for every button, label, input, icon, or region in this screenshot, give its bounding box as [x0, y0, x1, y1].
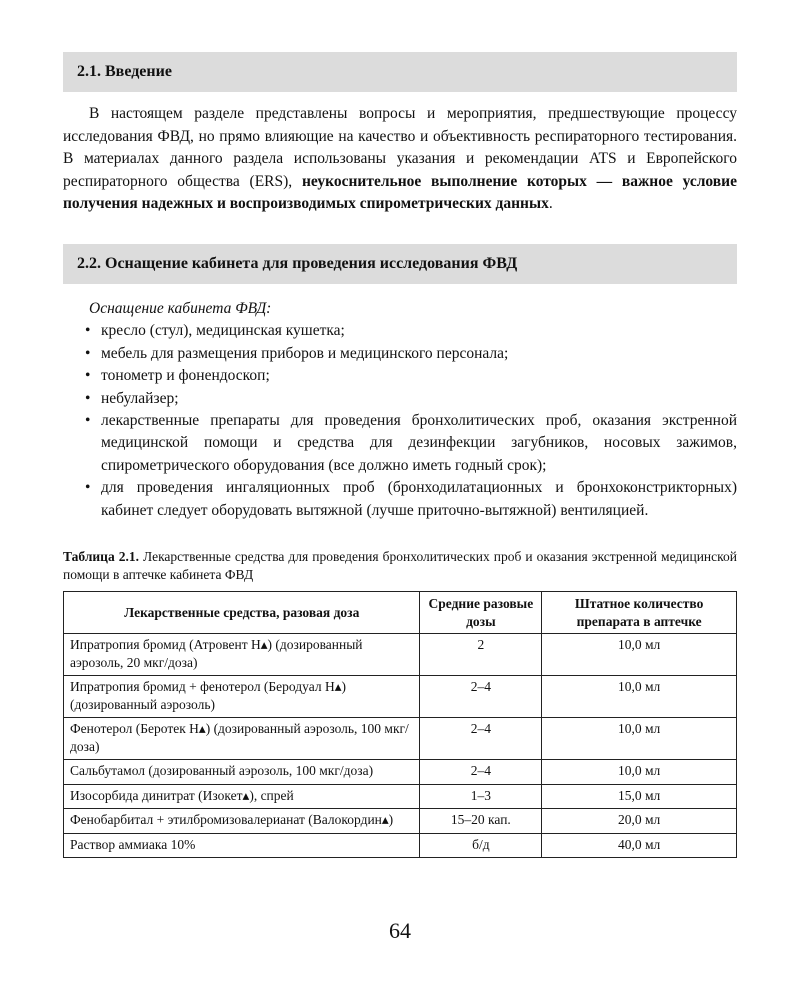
cell-dose: 1–3 [420, 784, 542, 809]
table-header-row [64, 592, 737, 634]
cell-drug: Ипратропия бромид (Атровент Н▴) (дозированный аэрозоль, 20 мкг/доза) [64, 634, 420, 676]
list-item-text: лекарственные препараты для проведения бронхолитических проб, оказания экстренной медицинской помощи и средства для дезинфекции загубников, носовых зажимов, спирометрического оборудования (все должно иметь годный срок); [101, 412, 737, 474]
cell-dose: б/д [420, 833, 542, 858]
bullet-icon: • [85, 344, 91, 362]
cell-dose: 15–20 кап. [420, 809, 542, 834]
cell-dose: 2–4 [420, 718, 542, 760]
cell-dose: 2 [420, 634, 542, 676]
intro-paragraph [63, 103, 737, 216]
bullet-icon: • [85, 367, 91, 385]
list-item [63, 388, 737, 410]
table-row [64, 718, 737, 760]
cell-drug: Фенобарбитал + этилбромизовалерианат (Валокордин▴) [64, 809, 420, 834]
cell-qty: 40,0 мл [542, 833, 737, 858]
cell-dose: 2–4 [420, 676, 542, 718]
header-drug: Лекарственные средства, разовая доза [64, 592, 420, 634]
bullet-icon: • [85, 389, 91, 407]
cell-drug: Ипратропия бромид + фенотерол (Беродуал Н▴) (дозированный аэрозоль) [64, 676, 420, 718]
table-row [64, 833, 737, 858]
intro-bold-text: неукоснительное выполнение которых — важное условие получения надежных и воспроизводимых спирометрических данных [63, 172, 737, 212]
cell-qty: 10,0 мл [542, 760, 737, 785]
table-caption [63, 548, 737, 584]
header-stock-qty: Штатное количество препарата в аптечке [542, 592, 737, 634]
cell-dose: 2–4 [420, 760, 542, 785]
list-item-text: мебель для размещения приборов и медицинского персонала; [101, 344, 509, 362]
cell-drug: Раствор аммиака 10% [64, 833, 420, 858]
cell-qty: 10,0 мл [542, 718, 737, 760]
list-item-text: кресло (стул), медицинская кушетка; [101, 322, 345, 340]
intro-text: В настоящем разделе представлены вопросы и мероприятия, предшествующие процессу исследования ФВД, но прямо влияющие на качество и объективность респираторного тестирования. В материалах данного раздела использованы указания и рекомендации ATS и Европейского респираторного общества (ERS), [63, 105, 737, 190]
section-heading-introduction [63, 52, 737, 92]
cell-drug: Сальбутамол (дозированный аэрозоль, 100 мкг/доза) [64, 760, 420, 785]
drugs-table [63, 591, 737, 858]
table-row [64, 634, 737, 676]
list-item [63, 365, 737, 387]
bullet-icon: • [85, 322, 91, 340]
cell-qty: 10,0 мл [542, 634, 737, 676]
cell-drug: Фенотерол (Беротек Н▴) (дозированный аэрозоль, 100 мкг/доза) [64, 718, 420, 760]
section-title: 2.1. Введение [77, 63, 172, 80]
table-row [64, 676, 737, 718]
list-item-text: для проведения ингаляционных проб (бронходилатационных и бронхоконстрикторных) кабинет следует оборудовать вытяжной (лучше приточно-вытяжной) вентиляцией. [101, 479, 737, 519]
table-row [64, 760, 737, 785]
cell-qty: 20,0 мл [542, 809, 737, 834]
table-row [64, 784, 737, 809]
intro-end: . [548, 195, 553, 212]
cell-drug: Изосорбида динитрат (Изокет▴), спрей [64, 784, 420, 809]
list-item [63, 343, 737, 365]
bullet-icon: • [85, 412, 91, 430]
cell-qty: 15,0 мл [542, 784, 737, 809]
section-title: 2.2. Оснащение кабинета для проведения исследования ФВД [77, 255, 518, 272]
list-item [63, 320, 737, 342]
section-heading-equipment [63, 244, 737, 284]
table-caption-text: Лекарственные средства для проведения бронхолитических проб и оказания экстренной медицинской помощи в аптечке кабинета ФВД [63, 549, 738, 582]
list-item-text: тонометр и фонендоскоп; [101, 367, 270, 385]
list-item [63, 477, 737, 522]
equipment-list-title: Оснащение кабинета ФВД: [89, 300, 272, 317]
list-item-text: небулайзер; [101, 389, 179, 407]
page-number: 64 [389, 918, 411, 943]
table-row [64, 809, 737, 834]
cell-qty: 10,0 мл [542, 676, 737, 718]
table-caption-label: Таблица 2.1. [63, 549, 139, 564]
bullet-icon: • [85, 479, 91, 497]
equipment-list-block [63, 298, 737, 522]
list-item [63, 410, 737, 477]
header-avg-dose: Средние разовые дозы [420, 592, 542, 634]
equipment-list [63, 320, 737, 522]
